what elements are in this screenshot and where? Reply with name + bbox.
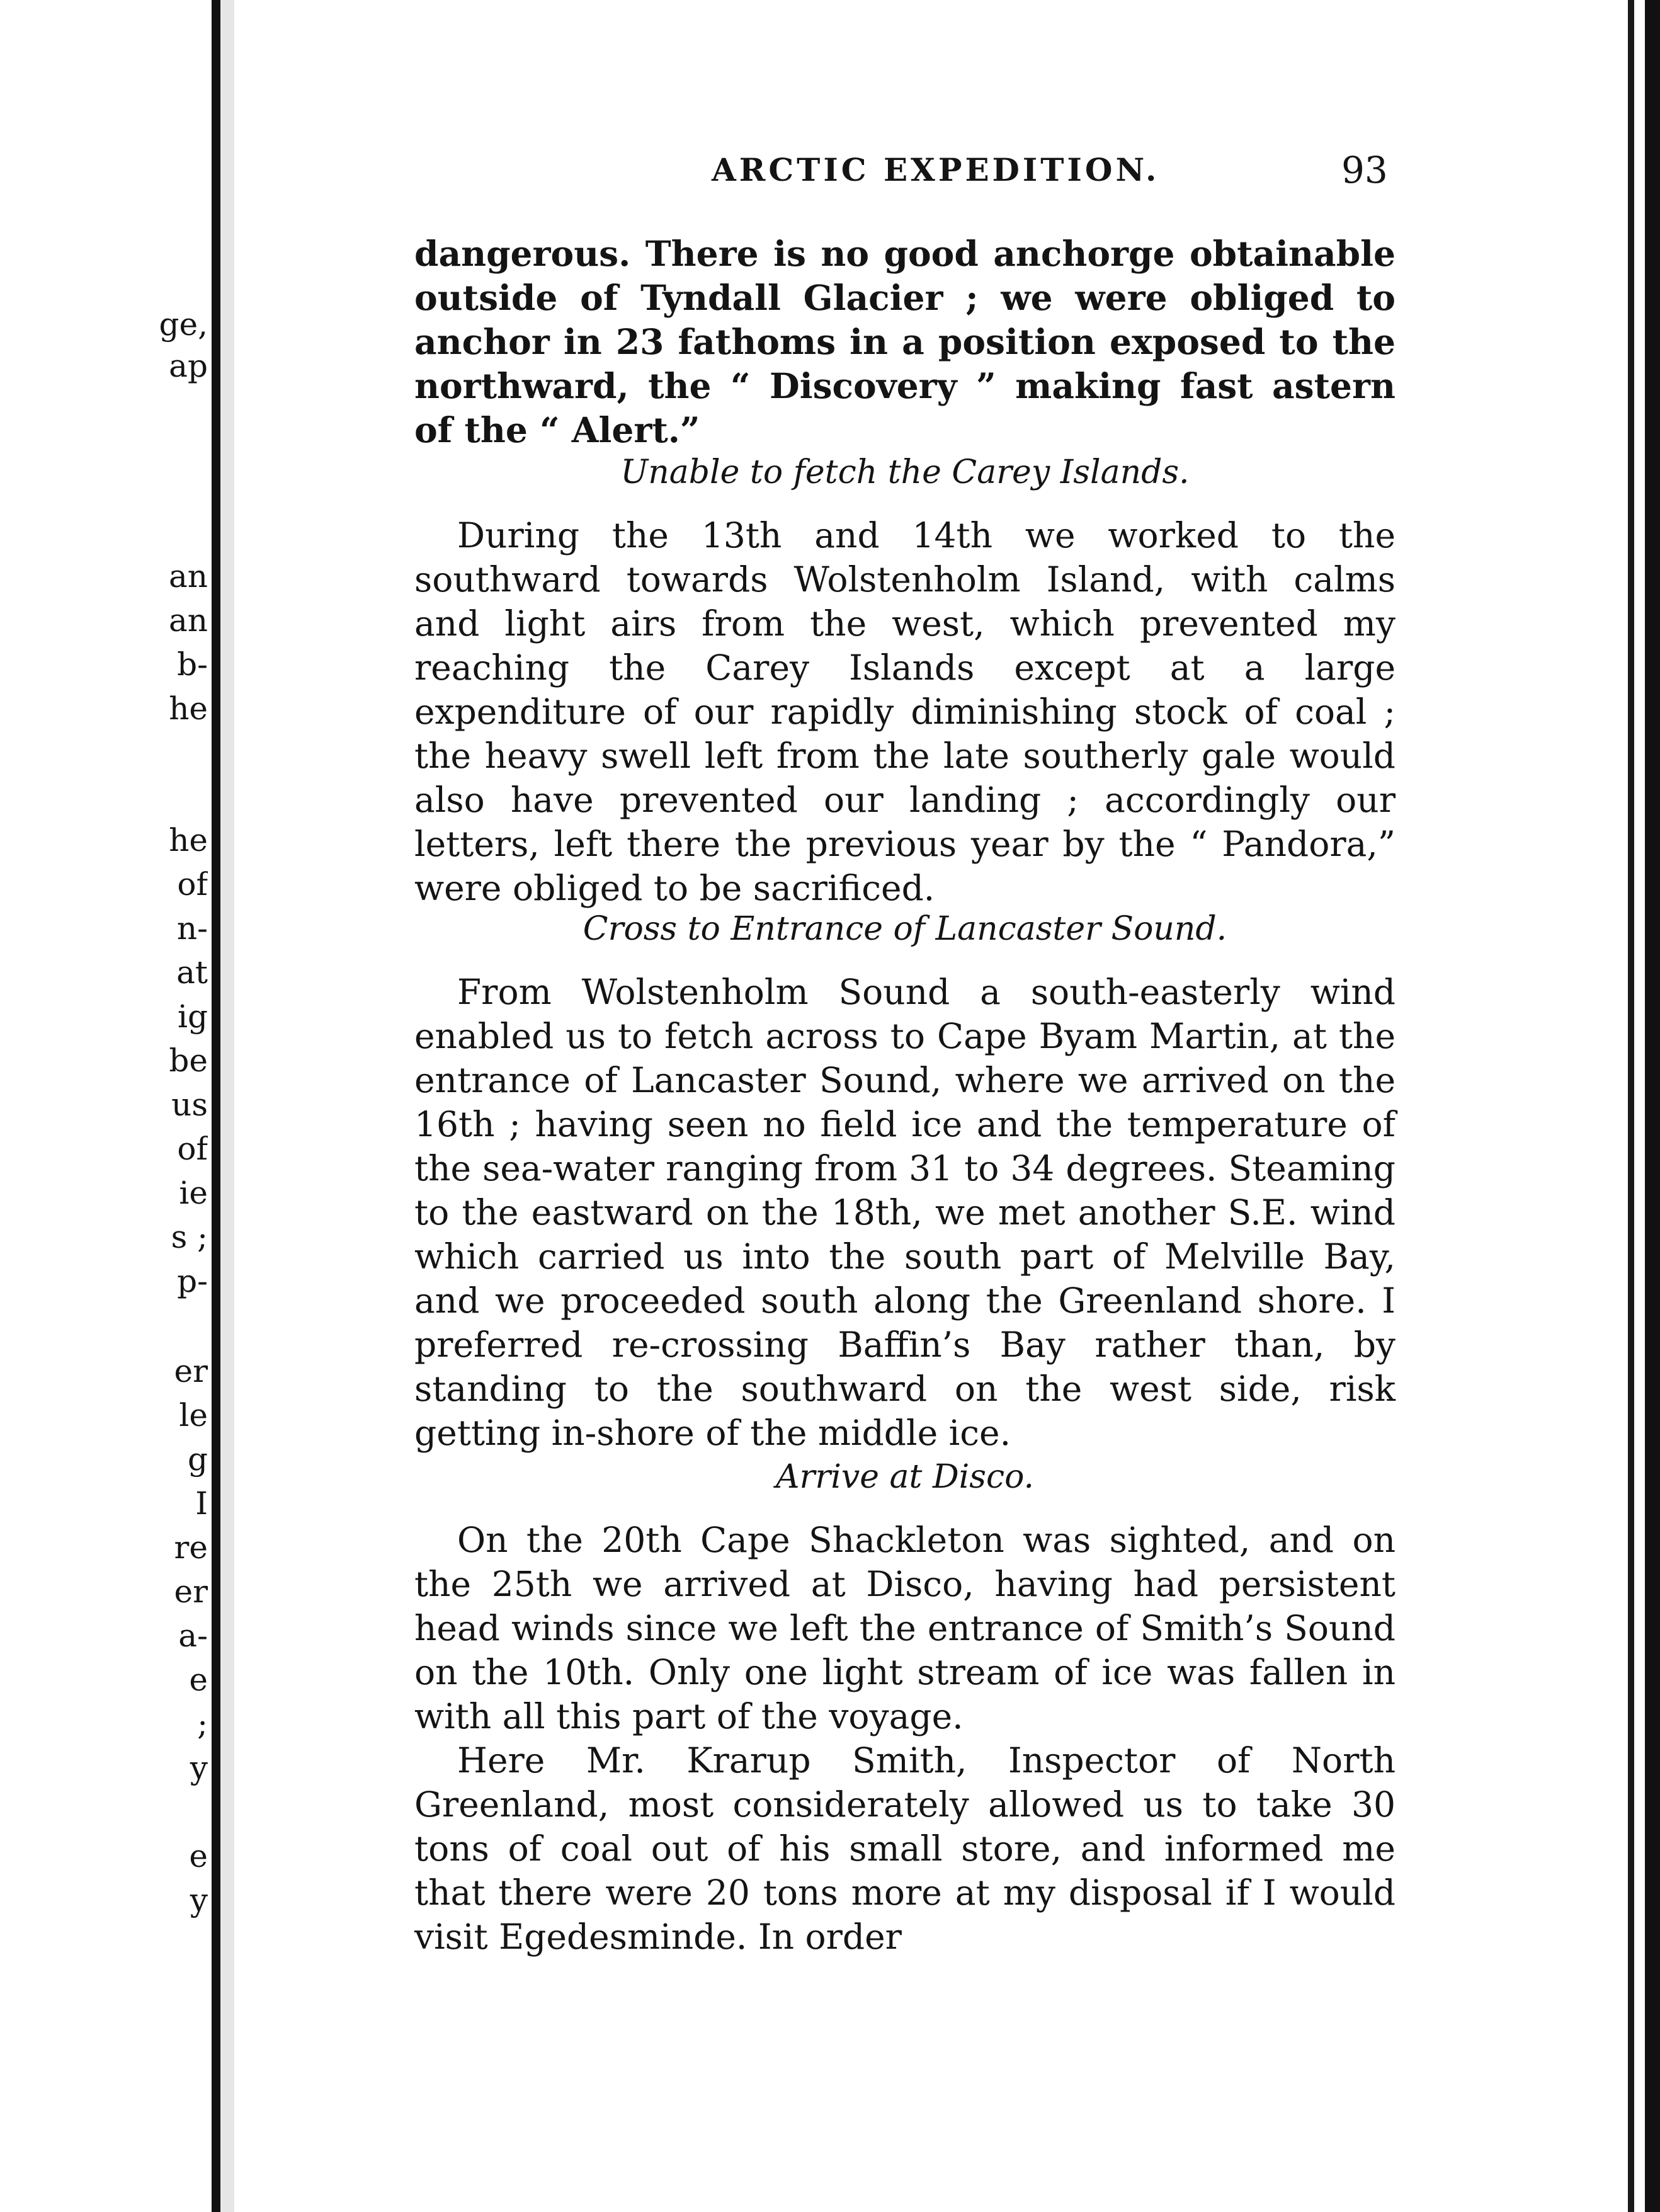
facing-line: ; [197,1706,208,1742]
section-heading: Cross to Entrance of Lancaster Sound. [583,910,1227,948]
continuation-paragraph: dangerous. There is no good anchorge obtainable outside of Tyndall Glacier ; we were obliged to anchor in 23 fathoms in a position exposed to the northward, the “ Discovery ” making fast astern of the “ Alert.” [414,233,1396,450]
facing-line: e [189,1662,208,1698]
gutter-shadow [220,0,234,2212]
facing-line: n- [176,910,208,947]
facing-line: an [168,558,208,595]
page-number: 93 [1341,149,1388,191]
facing-line: us [171,1086,208,1123]
page-edge-band [1628,0,1634,2212]
section-heading: Arrive at Disco. [775,1458,1035,1496]
facing-line: p- [177,1263,208,1299]
page-edge-band [1645,0,1660,2212]
body-paragraph: From Wolstenholm Sound a south-easterly wind enabled us to fetch across to Cape Byam Martin, at the entrance of Lancaster Sound, where we arrived on the 16th ; having seen no field ice and the temperature of the sea-water ranging from 31 to 34 degrees. Steaming to the eastward on the 18th, we met another S.E. wind which carried us into the south part of Melville Bay, and we proceeded south along the Greenland shore. I preferred re-crossing Baffin’s Bay rather than, by standing to the southward on the west side, risk getting in-shore of the middle ice. [414,972,1396,1453]
body-paragraph: Here Mr. Krarup Smith, Inspector of North Greenland, most considerately allowed us to take 30 tons of coal out of his small store, and informed me that there were 20 tons more at my disposal if I would visit Egedesminde. In order [414,1740,1396,1957]
facing-line: a- [178,1617,208,1654]
facing-page-fragment [0,0,208,2212]
facing-line: be [169,1042,208,1079]
facing-line: he [169,690,208,727]
facing-line: e [189,1838,208,1874]
facing-line: ie [179,1175,208,1211]
facing-line: le [179,1397,208,1434]
facing-line: of [177,1131,208,1167]
facing-line: y [190,1882,208,1918]
facing-line: at [176,954,208,991]
running-title: ARCTIC EXPEDITION. [712,151,1160,188]
body-paragraph: During the 13th and 14th we worked to the southward towards Wolstenholm Island, with calms and light airs from the west, which prevented my reaching the Carey Islands except at a large expenditure of our rapidly diminishing stock of coal ; the heavy swell left from the late southerly gale would also have prevented our landing ; accordingly our letters, left there the previous year by the “ Pandora,” were obliged to be sacrificed. [414,515,1396,908]
facing-line: g [187,1441,208,1478]
facing-line: re [174,1529,208,1566]
section-heading: Unable to fetch the Carey Islands. [620,453,1190,491]
facing-line: he [169,822,208,858]
facing-line: er [174,1353,208,1389]
facing-line: ig [178,998,208,1035]
facing-line: ap [169,348,208,384]
facing-line: I [195,1485,208,1522]
facing-line: an [168,602,208,639]
book-gutter [212,0,220,2212]
facing-line: s ; [171,1219,208,1255]
facing-line: of [177,866,208,903]
body-paragraph: On the 20th Cape Shackleton was sighted, and on the 25th we arrived at Disco, having had persistent head winds since we left the entrance of Smith’s Sound on the 10th. Only one light stream of ice was fallen in with all this part of the voyage. [414,1520,1396,1736]
facing-line: y [190,1750,208,1786]
facing-line: b- [177,646,208,683]
facing-line: ge, [159,306,208,343]
facing-line: er [174,1573,208,1610]
